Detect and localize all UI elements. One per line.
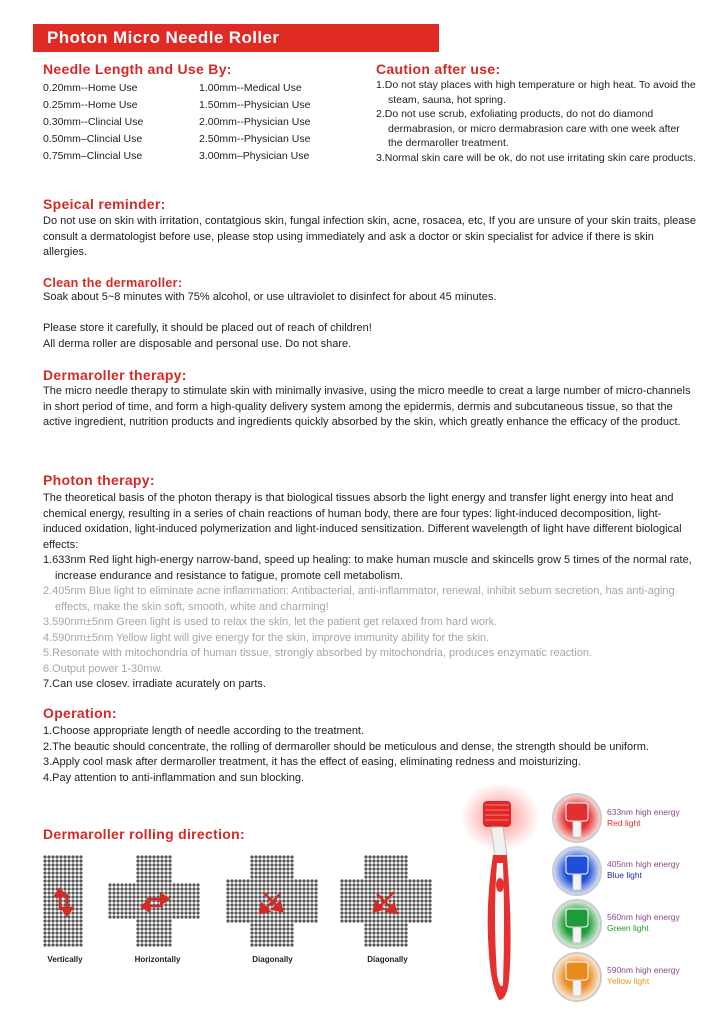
operation-heading: Operation:: [43, 705, 117, 721]
blue-light-circle: [552, 846, 602, 896]
needle-item: 0.30mm--Clincial Use: [43, 116, 144, 128]
needle-item: 1.50mm--Physician Use: [199, 99, 311, 111]
caution-item: 1.Do not stay places with high temperature or high heat. To avoid the steam, sauna, hot spring.: [376, 79, 696, 106]
light-name: Red light: [607, 818, 641, 828]
yellow-light-circle: [552, 952, 602, 1002]
green-light-label: [607, 912, 680, 934]
blue-light-label: [607, 859, 680, 881]
special-reminder-heading: Speical reminder:: [43, 196, 166, 212]
clean-text: Soak about 5~8 minutes with 75% alcohol, or use ultraviolet to disinfect for about 45 minutes.: [43, 291, 497, 303]
needle-length-col1: [43, 80, 203, 165]
light-name: Yellow light: [607, 976, 650, 986]
therapy-heading: Dermaroller therapy:: [43, 367, 187, 383]
caption-vertical: Vertically: [47, 955, 83, 964]
needle-length-col2: [199, 80, 364, 165]
yellow-light-label: [607, 965, 680, 987]
caution-heading: Caution after use:: [376, 61, 501, 77]
red-light-label: [607, 807, 680, 829]
rolling-diagrams: [40, 852, 440, 952]
caution-item: 2.Do not use scrub, exfoliating products, do not do diamond dermabrasion, or micro dermabrasion care with one week after the dermaroller treatment.: [376, 108, 680, 149]
light-energy: 560nm high energy: [607, 912, 680, 922]
store-text-1: Please store it carefully, it should be placed out of reach of children!: [43, 322, 372, 334]
needle-item: 1.00mm--Medical Use: [199, 82, 302, 94]
caption-diagonal-2: Diagonally: [367, 955, 408, 964]
light-legend: [552, 793, 712, 1023]
photon-item: 4.590nm±5nm Yellow light will give energy for the skin, improve immunity ability for the skin.: [43, 631, 490, 644]
roller-head-icon: [554, 795, 600, 841]
operation-item: 2.The beautic should concentrate, the rolling of dermaroller should be meticulous and dense, the strength should be uniform.: [43, 740, 649, 753]
light-energy: 590nm high energy: [607, 965, 680, 975]
store-text-2: All derma roller are disposable and personal use. Do not share.: [43, 338, 352, 350]
needle-length-heading: Needle Length and Use By:: [43, 61, 232, 77]
light-energy: 405nm high energy: [607, 859, 680, 869]
light-name: Green light: [607, 923, 649, 933]
clean-heading: Clean the dermaroller:: [43, 276, 183, 290]
photon-item: 3.590nm±5nm Green light is used to relax the skin, let the patient get relaxed from hard work.: [43, 616, 498, 628]
rolling-heading: Dermaroller rolling direction:: [43, 826, 245, 842]
needle-item: 0.25mm--Home Use: [43, 99, 138, 111]
operation-item: 1.Choose appropriate length of needle according to the treatment.: [43, 725, 365, 737]
caution-list: [376, 78, 696, 165]
operation-list: [43, 724, 683, 786]
dermaroller-product-image: [455, 785, 555, 1015]
operation-item: 4.Pay attention to anti-inflammation and sun blocking.: [43, 771, 305, 784]
photon-heading: Photon therapy:: [43, 472, 155, 488]
needle-item: 0.50mm–Clincial Use: [43, 133, 143, 145]
light-name: Blue light: [607, 870, 642, 880]
caption-diagonal-1: Diagonally: [252, 955, 293, 964]
roller-head-icon: [554, 901, 600, 947]
light-energy: 633nm high energy: [607, 807, 680, 817]
caption-horizontal: Horizontally: [134, 955, 181, 964]
needle-item: 2.00mm--Physician Use: [199, 116, 311, 128]
photon-list: [43, 553, 698, 693]
page-banner: [33, 24, 439, 52]
red-light-circle: [552, 793, 602, 843]
needle-item: 2.50mm--Physician Use: [199, 133, 311, 145]
vertical-pattern: [43, 855, 82, 946]
needle-item: 0.20mm--Home Use: [43, 82, 138, 94]
photon-intro: The theoretical basis of the photon therapy is that biological tissues absorb the light energy and transfer light energy into heat and chemical energy, resulting in a series of chain reactions of human body, there are four types: light-induced decomposition, light-induced oxidation, light-induced polymerization and light-induced sensitization. Different wavelength of light have different biological effects:: [43, 492, 682, 551]
roller-head-icon: [554, 848, 600, 894]
needle-item: 0.75mm–Clincial Use: [43, 150, 143, 162]
banner-title: Photon Micro Needle Roller: [47, 28, 280, 47]
horizontal-pattern: [108, 855, 199, 946]
therapy-text: The micro needle therapy to stimulate skin with minimally invasive, using the micro meedle to creat a large number of micro-channels in short period of time, and form a high-quality delivery system among the epidermis, dermis and subcutaneous tissue, so that the active ingredient, nutrition products and ingredients quickly absorbed by the skin, which greatly enhance the efficacy of the product.: [43, 385, 691, 428]
photon-item: 7.Can use closev. irradiate acurately on parts.: [43, 678, 266, 690]
operation-item: 3.Apply cool mask after dermaroller treatment, it has the effect of easing, eliminating redness and moisturizing.: [43, 756, 581, 768]
green-light-circle: [552, 899, 602, 949]
photon-item: 5.Resonate with mitochondria of human tissue, strongly absorbed by mitochondria, produces enzymatic reaction.: [43, 647, 593, 659]
photon-item: 2.405nm Blue light to eliminate acne inflammation: Antibacterial, anti-inflammator, renewal, inhibit sebum secretion, has anti-aging effects, make the skin soft, smooth, white and charming!: [43, 585, 675, 613]
photon-item: 6.Output power 1-30mw.: [43, 662, 163, 675]
special-reminder-text: Do not use on skin with irritation, contatgious skin, fungal infection skin, acne, rosacea, etc, If you are unsure of your skin traits, please consult a dermatologist before use, please stop using immediately and ask a doctor or skin specialist for advice if there is skin allergies.: [43, 215, 697, 258]
photon-item: 1.633nm Red light high-energy narrow-band, speed up healing: to make human muscle and skincells grow 5 times of the normal rate, increase endurance and resistance to fatigue, promote cell metabolism.: [43, 554, 692, 582]
needle-item: 3.00mm–Physician Use: [199, 150, 310, 162]
roller-head-icon: [554, 954, 600, 1000]
caution-item: 3.Normal skin care will be ok, do not use irritating skin care products.: [376, 151, 696, 164]
